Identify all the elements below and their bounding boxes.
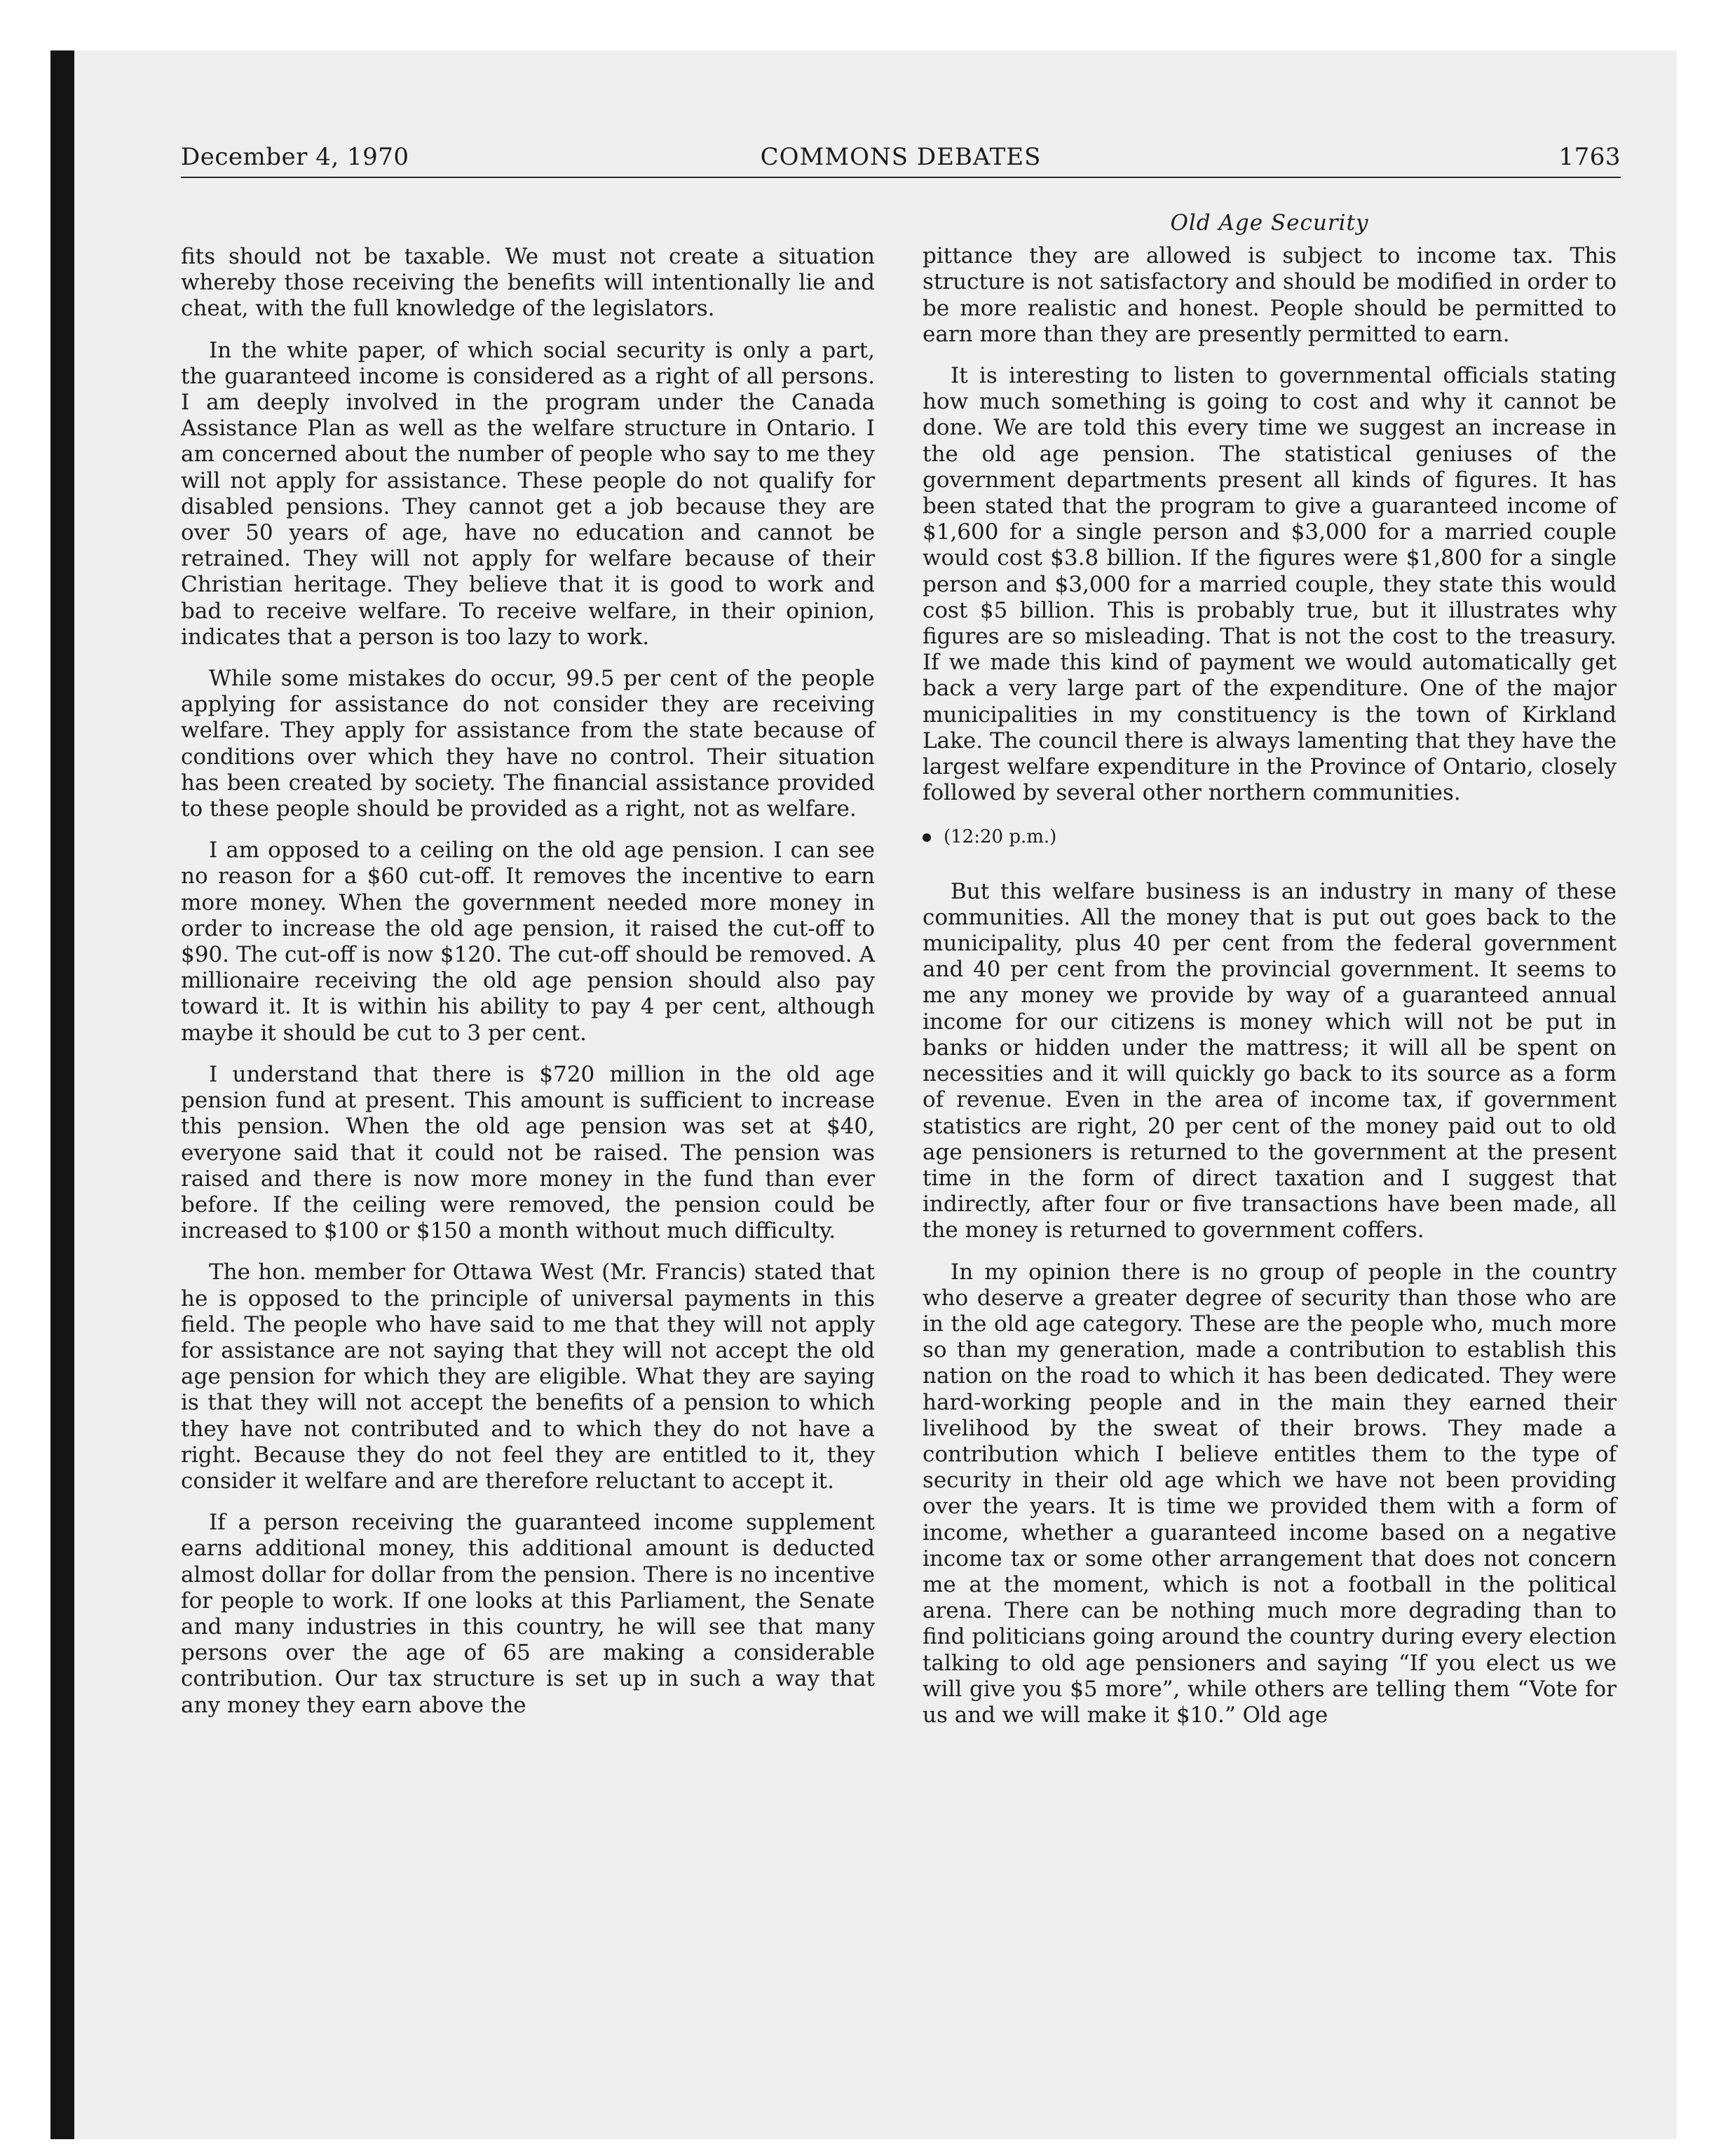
paragraph: pittance they are allowed is subject to income tax. This structure is not satisfactory and should be modified in order to be more realistic and honest. People should be permitted to earn more than they are presently permitted to earn. [923,243,1617,347]
header-page-number: 1763 [1558,143,1621,171]
header-publication: COMMONS DEBATES [760,143,1042,171]
paragraph: In the white paper, of which social security is only a part, the guaranteed income is considered as a right of all persons. I am deeply involved in the program under the Canada Assistance Plan as well as the welfare structure in Ontario. I am concerned about the number of people who say to me they will not apply for assistance. These people do not qualify for disabled pensions. They cannot get a job because they are over 50 years of age, have no education and cannot be retrained. They will not apply for welfare because of their Christian heritage. They believe that it is good to work and bad to receive welfare. To receive welfare, in their opinion, indicates that a person is too lazy to work. [181,337,875,650]
bullet-icon [923,833,931,842]
header-date: December 4, 1970 [181,143,409,171]
header-rule [181,177,1621,178]
timestamp [923,824,1617,850]
timestamp-text: (12:20 p.m.) [944,826,1057,848]
paragraph: The hon. member for Ottawa West (Mr. Francis) stated that he is opposed to the principle of universal payments in this field. The people who have said to me that they will not apply for assistance are not saying that they will not accept the old age pension for which they are eligible. What they are saying is that they will not accept the benefits of a pension to which they have not contributed and to which they do not have a right. Because they do not feel they are entitled to it, they consider it welfare and are therefore reluctant to accept it. [181,1260,875,1494]
paragraph: I am opposed to a ceiling on the old age pension. I can see no reason for a $60 cut-off. It removes the incentive to earn more money. When the government needed more money in order to increase the old age pension, it raised the cut-off to $90. The cut-off is now $120. The cut-off should be removed. A millionaire receiving the old age pension should also pay toward it. It is within his ability to pay 4 per cent, although maybe it should be cut to 3 per cent. [181,838,875,1046]
paragraph: In my opinion there is no group of people in the country who deserve a greater degree of security than those who are in the old age category. These are the people who, much more so than my generation, made a contribution to establish this nation on the road to which it has been dedicated. They were hard-working people and in the main they earned their livelihood by the sweat of their brows. They made a contribution which I believe entitles them to the type of security in their old age which we have not been providing over the years. It is time we provided them with a form of income, whether a guaranteed income based on a negative income tax or some other arrangement that does not concern me at the moment, which is not a football in the political arena. There can be nothing much more degrading than to find politicians going around the country during every election talking to old age pensioners and saying “If you elect us we will give you $5 more”, while others are telling them “Vote for us and we will make it $10.” Old age [923,1259,1617,1728]
paragraph: While some mistakes do occur, 99.5 per cent of the people applying for assistance do not consider they are receiving welfare. They apply for assistance from the state because of conditions over which they have no control. Their situation has been created by society. The financial assistance provided to these people should be provided as a right, not as welfare. [181,666,875,822]
paragraph: If a person receiving the guaranteed income supplement earns additional money, this additional amount is deducted almost dollar for dollar from the pension. There is no incentive for people to work. If one looks at this Parliament, the Senate and many industries in this country, he will see that many persons over the age of 65 are making a considerable contribution. Our tax structure is set up in such a way that any money they earn above the [181,1510,875,1718]
left-column [181,244,875,1734]
scan-edge-bar [50,50,74,2139]
paragraph: I understand that there is $720 million in the old age pension fund at present. This amount is sufficient to increase this pension. When the old age pension was set at $40, everyone said that it could not be raised. The pension was raised and there is now more money in the fund than ever before. If the ceiling were removed, the pension could be increased to $100 or $150 a month without much difficulty. [181,1061,875,1244]
section-title: Old Age Security [1170,210,1369,236]
paragraph: But this welfare business is an industry in many of these communities. All the money that is put out goes back to the municipality, plus 40 per cent from the federal government and 40 per cent from the provincial government. It seems to me any money we provide by way of a guaranteed annual income for our citizens is money which will not be put in banks or hidden under the mattress; it will all be spent on necessities and it will quickly go back to its source as a form of revenue. Even in the area of income tax, if government statistics are right, 20 per cent of the money paid out to old age pensioners is returned to the government at the present time in the form of direct taxation and I suggest that indirectly, after four or five transactions have been made, all the money is returned to government coffers. [923,878,1617,1243]
right-column [923,210,1617,1744]
paragraph: fits should not be taxable. We must not create a situation whereby those receiving the benefits will intentionally lie and cheat, with the full knowledge of the legislators. [181,244,875,322]
page-header [181,143,1621,177]
paragraph: It is interesting to listen to governmental officials stating how much something is going to cost and why it cannot be done. We are told this every time we suggest an increase in the old age pension. The statistical geniuses of the government departments present all kinds of figures. It has been stated that the program to give a guaranteed income of $1,600 for a single person and $3,000 for a married couple would cost $3.8 billion. If the figures were $1,800 for a single person and $3,000 for a married couple, they state this would cost $5 billion. This is probably true, but it illustrates why figures are so misleading. That is not the cost to the treasury. If we made this kind of payment we would automatically get back a very large part of the expenditure. One of the major municipalities in my constituency is the town of Kirkland Lake. The council there is always lamenting that they have the largest welfare expenditure in the Province of Ontario, closely followed by several other northern communities. [923,363,1617,806]
